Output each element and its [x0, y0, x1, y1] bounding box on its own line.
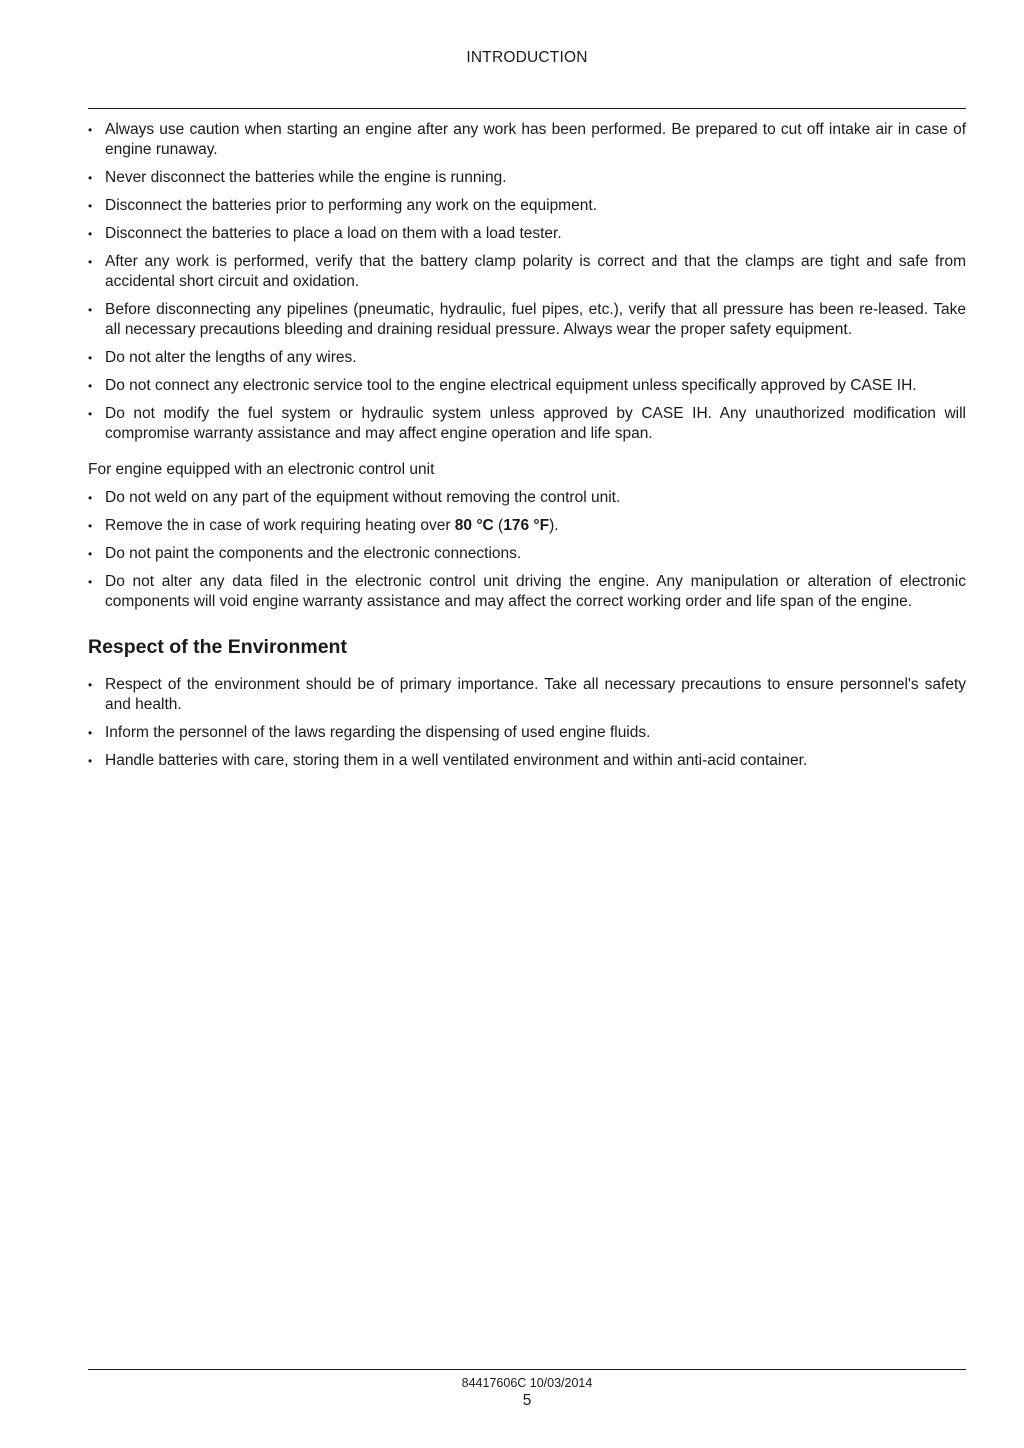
bullet-icon: •	[88, 575, 93, 589]
list-item	[88, 348, 966, 368]
list-item-text: Always use caution when starting an engine after any work has been performed. Be prepared to cut off intake air in case of engine runaway.	[105, 121, 966, 158]
list-item	[88, 252, 966, 292]
list-item	[88, 488, 966, 508]
list-item	[88, 376, 966, 396]
list-item	[88, 224, 966, 244]
text-suffix: ).	[549, 517, 559, 534]
list-item-text: Respect of the environment should be of primary importance. Take all necessary precautions to ensure personnel's safety and health.	[105, 676, 966, 713]
list-item	[88, 404, 966, 444]
list-item-text: Handle batteries with care, storing them in a well ventilated environment and within anti-acid container.	[105, 752, 808, 769]
text-prefix: Remove the in case of work requiring heating over	[105, 517, 455, 534]
bullet-icon: •	[88, 123, 93, 137]
bullet-icon: •	[88, 255, 93, 269]
ecu-list	[88, 488, 966, 612]
bullet-icon: •	[88, 199, 93, 213]
list-item-text: Do not weld on any part of the equipment without removing the control unit.	[105, 489, 621, 506]
bullet-icon: •	[88, 519, 93, 533]
list-item	[88, 196, 966, 216]
list-item-text: Do not modify the fuel system or hydraulic system unless approved by CASE IH. Any unauthorized modification will compromise warranty assistance and may affect engine operation and life span.	[105, 405, 966, 442]
bullet-icon: •	[88, 726, 93, 740]
list-item	[88, 723, 966, 743]
footer-divider	[88, 1369, 966, 1370]
bullet-icon: •	[88, 351, 93, 365]
document-code: 84417606C 10/03/2014	[461, 1376, 593, 1390]
page-content	[88, 120, 966, 779]
list-item-text: Before disconnecting any pipelines (pneumatic, hydraulic, fuel pipes, etc.), verify that all pressure has been re-leased. Take all necessary precautions bleeding and draining residual pressure. Always wear the proper safety equipment.	[105, 301, 966, 338]
temperature-fahrenheit: 176 °F	[503, 517, 550, 534]
list-item-text: Never disconnect the batteries while the engine is running.	[105, 169, 507, 186]
page-header-title: INTRODUCTION	[466, 49, 588, 66]
list-item	[88, 120, 966, 160]
header-divider	[88, 108, 966, 109]
bullet-icon: •	[88, 379, 93, 393]
bullet-icon: •	[88, 407, 93, 421]
safety-list	[88, 120, 966, 444]
bullet-icon: •	[88, 171, 93, 185]
list-item	[88, 675, 966, 715]
bullet-icon: •	[88, 227, 93, 241]
list-item-text: Do not paint the components and the electronic connections.	[105, 545, 522, 562]
ecu-intro-paragraph: For engine equipped with an electronic control unit	[88, 461, 435, 478]
page-number: 5	[522, 1392, 532, 1409]
list-item	[88, 516, 966, 536]
list-item	[88, 168, 966, 188]
list-item-text: Inform the personnel of the laws regarding the dispensing of used engine fluids.	[105, 724, 651, 741]
bullet-icon: •	[88, 754, 93, 768]
list-item-text: Do not alter the lengths of any wires.	[105, 349, 357, 366]
environment-list	[88, 675, 966, 771]
environment-heading: Respect of the Environment	[88, 636, 347, 658]
list-item-text: Do not alter any data filed in the electronic control unit driving the engine. Any manipulation or alteration of electronic components will void engine warranty assistance and may affect the correct working order and life span of the engine.	[105, 573, 966, 610]
bullet-icon: •	[88, 303, 93, 317]
list-item-text: After any work is performed, verify that the battery clamp polarity is correct and that the clamps are tight and safe from accidental short circuit and oxidation.	[105, 253, 966, 290]
bullet-icon: •	[88, 491, 93, 505]
list-item-text: Disconnect the batteries prior to performing any work on the equipment.	[105, 197, 597, 214]
list-item-text	[105, 517, 559, 534]
bullet-icon: •	[88, 678, 93, 692]
list-item-text: Disconnect the batteries to place a load on them with a load tester.	[105, 225, 562, 242]
temperature-celsius: 80 °C	[454, 517, 494, 534]
list-item	[88, 572, 966, 612]
bullet-icon: •	[88, 547, 93, 561]
list-item	[88, 751, 966, 771]
list-item-text: Do not connect any electronic service tool to the engine electrical equipment unless specifically approved by CASE IH.	[105, 377, 917, 394]
list-item	[88, 300, 966, 340]
text-paren: (	[493, 517, 504, 534]
list-item	[88, 544, 966, 564]
